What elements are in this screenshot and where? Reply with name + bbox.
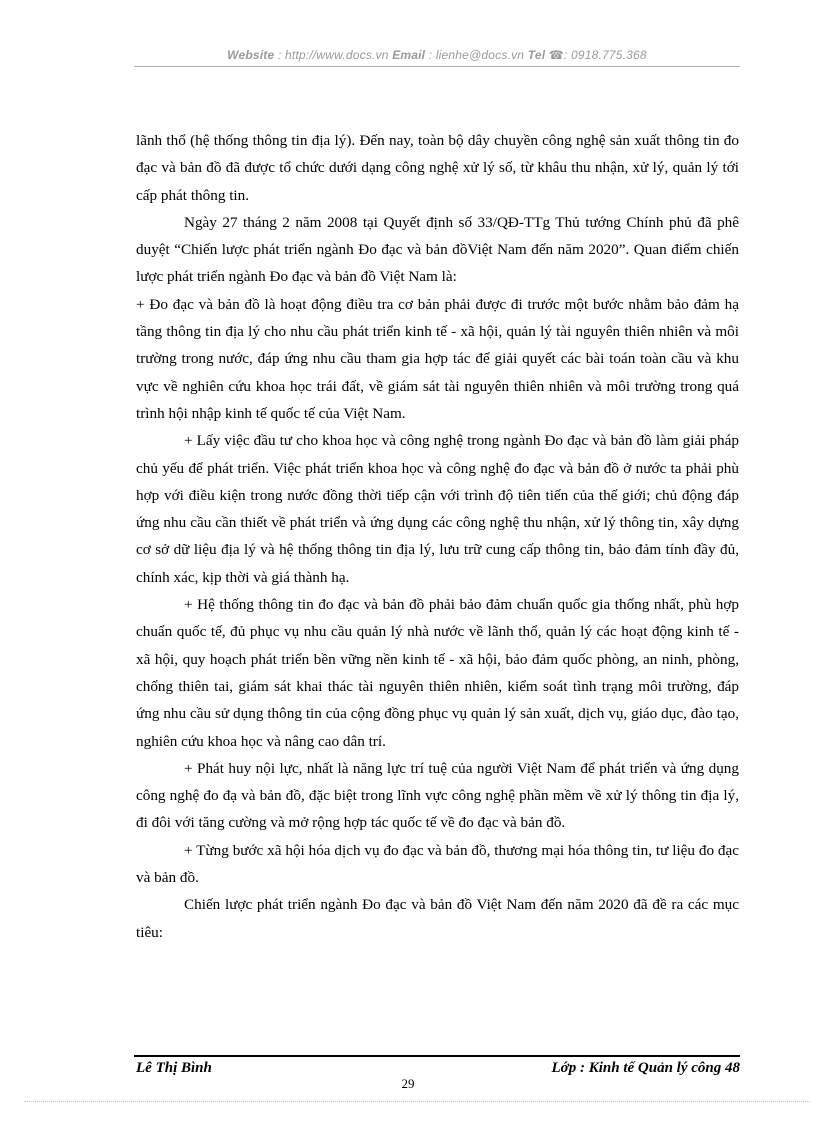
header-tel-label: Tel: [527, 48, 546, 62]
page-bottom-divider: [24, 1101, 810, 1102]
page-number: 29: [401, 1076, 415, 1091]
paragraph-5: + Hệ thống thông tin đo đạc và bản đồ phải bảo đảm chuẩn quốc gia thống nhất, phù hợp chuẩn quốc tế, đủ phục vụ nhu cầu quản lý nhà nước về lãnh thổ, quản lý các hoạt động kinh tế - xã hội, quy hoạch phát triển bền vững nền kinh tế - xã hội, bảo đảm quốc phòng, an ninh, phòng, chống thiên tai, giám sát khai thác tài nguyên thiên nhiên, kiểm soát tình trạng môi trường, đáp ứng nhu cầu sử dụng thông tin của cộng đồng phục vụ quản lý sản xuất, dịch vụ, giáo dục, đào tạo, nghiên cứu khoa học và nâng cao dân trí.: [136, 596, 739, 750]
footer-author: Lê Thị Bình: [136, 1060, 212, 1076]
paragraph-1: lãnh thổ (hệ thống thông tin địa lý). Đến nay, toàn bộ dây chuyền công nghệ sản xuất thông tin đo đạc và bản đồ đã được tổ chức dưới dạng công nghệ xử lý số, từ khâu thu nhận, xử lý, quản lý tới cấp phát thông tin.: [136, 132, 739, 204]
paragraph-7: + Từng bước xã hội hóa dịch vụ đo đạc và bản đồ, thương mại hóa thông tin, tư liệu đo đạc và bản đồ.: [136, 841, 739, 887]
paragraph-8: Chiến lược phát triển ngành Đo đạc và bản đồ Việt Nam đến năm 2020 đã đề ra các mục tiêu:: [136, 896, 739, 941]
header-email-link[interactable]: : lienhe@docs.vn: [428, 48, 525, 62]
header-website-link[interactable]: : http://www.docs.vn: [277, 48, 389, 62]
footer-divider: [134, 1055, 740, 1057]
header-tel-value: ☎: 0918.775.368: [548, 48, 647, 62]
document-body: [136, 127, 739, 946]
paragraph-4: + Lấy việc đầu tư cho khoa học và công nghệ trong ngành Đo đạc và bản đồ làm giải pháp chủ yếu để phát triển. Việc phát triển khoa học và công nghệ đo đạc và bản đồ ở nước ta phải phù hợp với điều kiện trong nước đồng thời tiếp cận với trình độ tiên tiến của thế giới; chủ động đáp ứng nhu cầu cần thiết về phát triển và ứng dụng các công nghệ thu nhận, xử lý thông tin, xây dựng cơ sở dữ liệu địa lý và hệ thống thông tin địa lý, lưu trữ cung cấp thông tin, bảo đảm tính đầy đủ, chính xác, kịp thời và giá thành hạ.: [136, 432, 739, 586]
header-divider: [134, 66, 740, 67]
header-email-label: Email: [392, 48, 426, 62]
paragraph-6: + Phát huy nội lực, nhất là năng lực trí tuệ của người Việt Nam để phát triển và ứng dụng công nghệ đo đạ và bản đồ, đặc biệt trong lĩnh vực công nghệ phần mềm về xử lý thông tin địa lý, đi đôi với tăng cường và mở rộng hợp tác quốc tế về đo đạc và bản đồ.: [136, 759, 739, 832]
paragraph-2: Ngày 27 tháng 2 năm 2008 tại Quyết định số 33/QĐ-TTg Thủ tướng Chính phủ đã phê duyệt “Chiến lược phát triển ngành Đo đạc và bản đồViệt Nam đến năm 2020”. Quan điểm chiến lược phát triển ngành Đo đạc và bản đồ Việt Nam là:: [136, 213, 739, 286]
footer-class: Lớp : Kinh tế Quản lý công 48: [551, 1060, 740, 1076]
header-website-label: Website: [227, 48, 275, 62]
paragraph-3: + Đo đạc và bản đồ là hoạt động điều tra cơ bản phải được đi trước một bước nhằm bảo đảm hạ tầng thông tin địa lý cho nhu cầu phát triển kinh tế - xã hội, quản lý tài nguyên thiên nhiên và môi trường trong nước, đáp ứng nhu cầu tham gia hợp tác để giải quyết các bài toán toàn cầu và khu vực về nghiên cứu khoa học trái đất, về giám sát tài nguyên thiên nhiên và môi trường trong quá trình hội nhập kinh tế quốc tế của Việt Nam.: [136, 295, 739, 422]
page-header: [134, 48, 740, 62]
